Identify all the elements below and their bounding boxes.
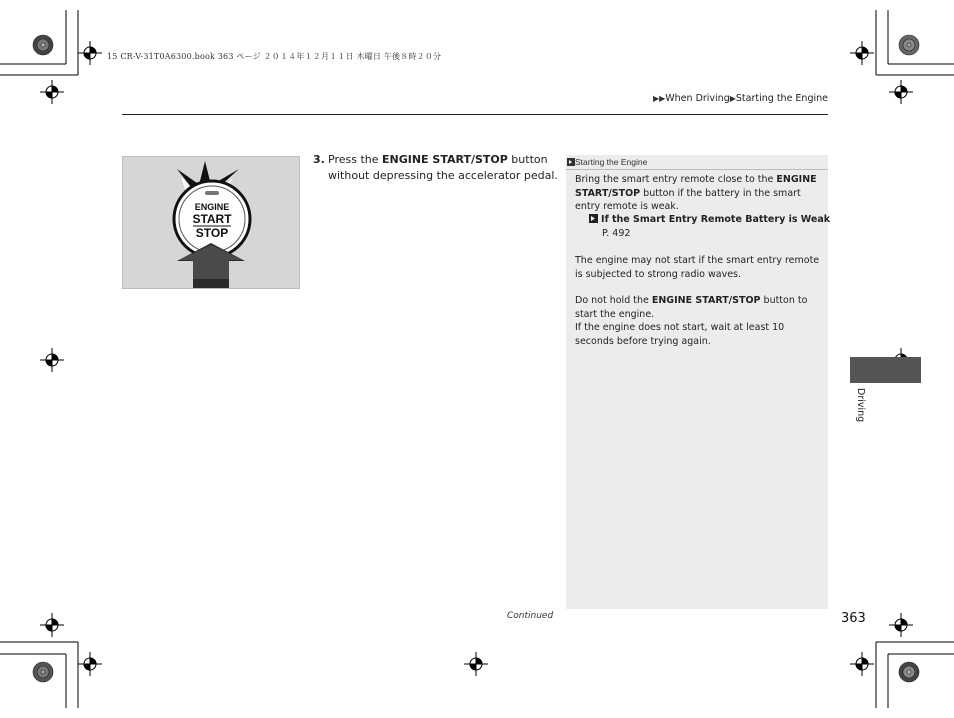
sidebar-paragraph-1: Bring the smart entry remote close to the ENGINE START/STOP button if the battery in the smart entry remote is weak.: [575, 174, 817, 212]
button-label-stop: STOP: [195, 226, 229, 240]
reference-page[interactable]: P. 492: [602, 228, 631, 239]
sidebar-title: Starting the Engine: [566, 155, 828, 170]
engine-start-button-icon: [123, 157, 299, 288]
continued-label: Continued: [507, 611, 554, 621]
printer-slug-line: 15 CR-V-31T0A6300.book 363 ページ ２０１４年１２月１１日 木曜日 午後８時２０分: [107, 52, 442, 61]
note-marker-icon: [567, 158, 575, 166]
header-rule: [122, 114, 828, 115]
sidebar-paragraph-2: The engine may not start if the smart entry remote is subjected to strong radio waves.: [575, 255, 820, 280]
breadcrumb-arrow-icon: ▶▶: [652, 94, 666, 103]
page-number: 363: [841, 611, 866, 626]
breadcrumb: [653, 93, 828, 104]
chapter-tab: [850, 357, 921, 383]
step-text: Press the ENGINE START/STOP button without depressing the accelerator pedal.: [328, 153, 558, 182]
breadcrumb-arrow-icon: ▶: [729, 94, 736, 103]
chapter-label: Driving: [855, 388, 866, 423]
breadcrumb-section: When Driving: [665, 93, 730, 104]
sidebar-paragraph-4: If the engine does not start, wait at least 10 seconds before trying again.: [575, 322, 785, 347]
button-label-start: START: [192, 212, 232, 226]
engine-start-stop-term: ENGINE START/STOP: [382, 153, 508, 166]
step-number: 3.: [313, 153, 325, 166]
reference-arrow-icon: [589, 214, 598, 223]
breadcrumb-page: Starting the Engine: [735, 93, 828, 104]
reference-title: If the Smart Entry Remote Battery is Weak: [601, 214, 831, 225]
button-label-engine: ENGINE: [194, 202, 230, 212]
step-3: [313, 152, 558, 184]
cross-reference-link[interactable]: [589, 213, 830, 227]
engine-start-illustration: [122, 156, 300, 289]
sidebar-paragraph-3: Do not hold the ENGINE START/STOP button to start the engine.: [575, 295, 808, 320]
